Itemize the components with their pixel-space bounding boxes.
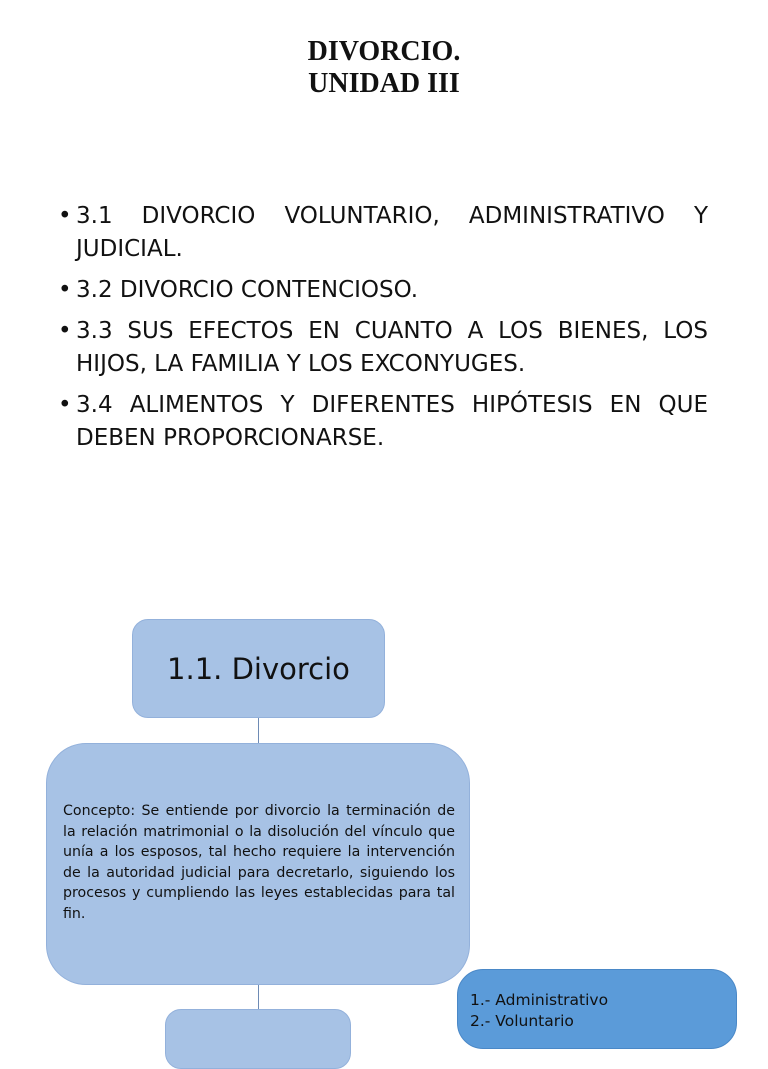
title-line-1: DIVORCIO. xyxy=(307,36,461,67)
type-item: 1.- Administrativo xyxy=(470,991,609,1009)
bullet-icon: • xyxy=(58,203,72,229)
diagram-box-divorcio xyxy=(132,619,385,718)
list-item-text: 3.1 DIVORCIO VOLUNTARIO, ADMINISTRATIVO Y JUDICIAL. xyxy=(76,203,708,262)
bullet-icon: • xyxy=(58,318,72,344)
topic-list xyxy=(58,200,708,463)
types-list xyxy=(470,990,608,1032)
connector-line-bottom xyxy=(258,985,259,1010)
list-item-text: 3.3 SUS EFECTOS EN CUANTO A LOS BIENES, LOS HIJOS, LA FAMILIA Y LOS EXCONYUGES. xyxy=(76,318,708,377)
type-item: 2.- Voluntario xyxy=(470,1012,574,1030)
title-line-2: UNIDAD III xyxy=(308,68,460,99)
page-title xyxy=(0,36,768,100)
concept-text: Concepto: Se entiende por divorcio la terminación de la relación matrimonial o la disolución del vínculo que unía a los esposos, tal hecho requiere la intervención de la autoridad judicial para decretarlo, siguiendo los procesos y cumpliendo las leyes establecidas para tal fin. xyxy=(63,803,455,922)
diagram-box-bottom xyxy=(165,1009,351,1069)
bullet-icon: • xyxy=(58,392,72,418)
list-item-text: 3.4 ALIMENTOS Y DIFERENTES HIPÓTESIS EN QUE DEBEN PROPORCIONARSE. xyxy=(76,392,708,451)
list-item-text: 3.2 DIVORCIO CONTENCIOSO. xyxy=(76,277,419,303)
list-item xyxy=(58,315,708,381)
bullet-icon: • xyxy=(58,277,72,303)
list-item xyxy=(58,200,708,266)
diagram-box-concepto xyxy=(46,743,470,985)
list-item xyxy=(58,389,708,455)
connector-line-top xyxy=(258,718,259,744)
diagram-box-divorcio-label: 1.1. Divorcio xyxy=(167,651,350,686)
diagram-box-tipos xyxy=(457,969,737,1049)
list-item xyxy=(58,274,708,307)
